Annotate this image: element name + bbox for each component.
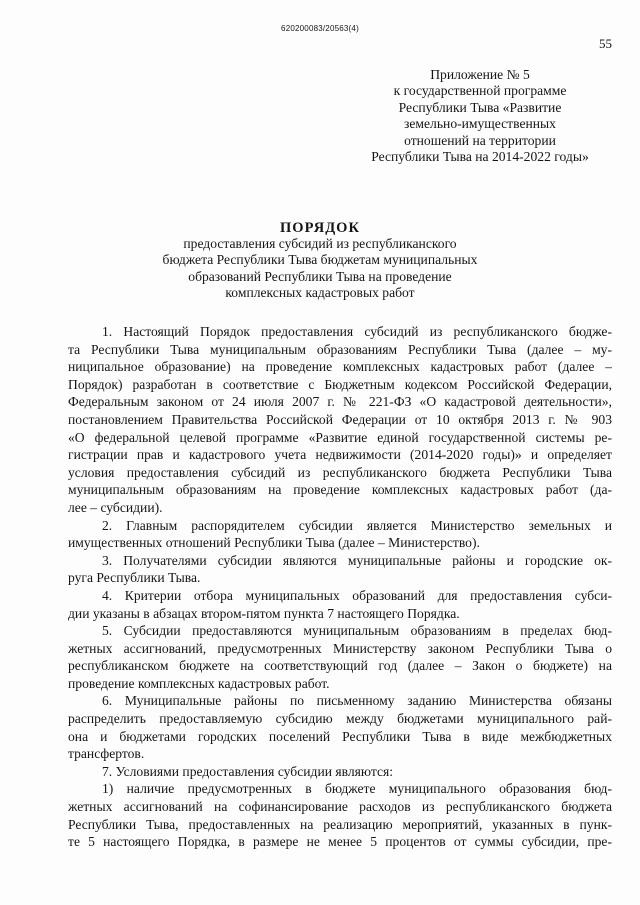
body-line: она и бюджетами городских поселений Республики Тыва в виде межбюджетных xyxy=(68,728,612,744)
body-line: Порядок) разработан в соответствие с Бюджетным кодексом Российской Федерации, xyxy=(68,376,612,392)
document-code: 620200083/20563(4) xyxy=(281,24,359,33)
document-subtitle xyxy=(0,236,640,302)
subtitle-line: бюджета Республики Тыва бюджетам муниципальных xyxy=(162,252,478,268)
body-line: жетных ассигнований на софинансирование расходов из республиканского бюджета xyxy=(68,799,612,815)
page-number: 55 xyxy=(599,36,612,51)
body-line: 5. Субсидии предоставляются муниципальным образованиям в пределах бюд- xyxy=(102,623,612,639)
body-line: «О федеральной целевой программе «Развитие единой государственной системы ре- xyxy=(68,429,612,445)
subtitle-line: комплексных кадастровых работ xyxy=(225,285,415,301)
body-line: 1. Настоящий Порядок предоставления субсидий из республиканского бюдже- xyxy=(102,324,612,339)
subtitle-line: предоставления субсидий из республиканского xyxy=(183,236,457,251)
body-line: 6. Муниципальные районы по письменному заданию Министерства обязаны xyxy=(102,693,612,709)
appendix-line: Республики Тыва «Развитие xyxy=(398,99,562,115)
document-title: ПОРЯДОК xyxy=(280,220,360,236)
body-line: 3. Получателями субсидии являются муниципальные районы и городские ок- xyxy=(102,552,612,568)
body-line: постановлением Правительства Российской Федерации от 10 октября 2013 г. № 903 xyxy=(68,411,612,427)
body-line: дии указаны в абзацах втором-пятом пункта 7 настоящего Порядка. xyxy=(68,605,460,621)
body-line: 4. Критерии отбора муниципальных образований для предоставления субси- xyxy=(102,587,612,603)
document-body xyxy=(68,323,612,851)
body-line: условия предоставления субсидий из республиканского бюджета Республики Тыва xyxy=(68,464,612,480)
body-line: имущественных отношений Республики Тыва (далее – Министерство). xyxy=(68,535,480,551)
body-line: проведение комплексных кадастровых работ. xyxy=(68,675,330,691)
subtitle-line: образований Республики Тыва на проведение xyxy=(188,268,452,284)
body-line: республиканском бюджете на соответствующий год (далее – Закон о бюджете) на xyxy=(68,658,612,674)
body-line: лее – субсидии). xyxy=(68,499,163,515)
body-line: 2. Главным распорядителем субсидии является Министерство земельных и xyxy=(102,517,612,533)
appendix-line: к государственной программе xyxy=(393,83,567,99)
body-line: трансфертов. xyxy=(68,746,145,762)
body-line: жетных ассигнований, предусмотренных Министерству законом Республики Тыва о xyxy=(68,640,612,656)
body-line: 1) наличие предусмотренных в бюджете муниципального образования бюд- xyxy=(102,781,612,797)
appendix-line: отношений на территории xyxy=(404,132,556,148)
appendix-line: Республики Тыва на 2014-2022 годы» xyxy=(371,149,589,165)
body-line: Федеральным законом от 24 июля 2007 г. № 221-ФЗ «О кадастровой деятельности», xyxy=(68,394,612,410)
body-line: распределить предоставляемую субсидию между бюджетами муниципального рай- xyxy=(68,711,612,727)
body-line: 7. Условиями предоставления субсидии являются: xyxy=(102,763,394,779)
appendix-line: Приложение № 5 xyxy=(430,67,530,82)
body-line: муниципальным образованиям на проведение комплексных кадастровых работ (да- xyxy=(68,482,612,498)
body-line: та Республики Тыва муниципальным образованиям Республики Тыва (далее – му- xyxy=(68,341,612,357)
appendix-line: земельно-имущественных xyxy=(404,116,556,132)
appendix-block xyxy=(355,67,605,165)
body-line: гистрации прав и кадастрового учета недвижимости (2014-2020 годы)» и определяет xyxy=(68,447,612,463)
body-line: ниципальное образование) на проведение комплексных кадастровых работ (далее – xyxy=(68,359,612,375)
body-line: те 5 настоящего Порядка, в размере не менее 5 процентов от суммы субсидии, пре- xyxy=(68,834,612,850)
body-line: руга Республики Тыва. xyxy=(68,570,201,586)
body-line: Республики Тыва, предоставленных на реализацию мероприятий, указанных в пунк- xyxy=(68,816,612,832)
